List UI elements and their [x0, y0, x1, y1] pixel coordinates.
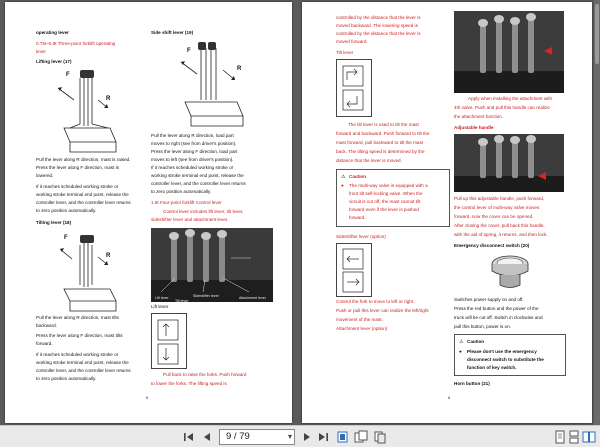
text-line: If it reaches scheduled working stroke or — [36, 352, 119, 357]
text-line: pull this button, power is on. — [454, 324, 511, 329]
text-line: to zero position automatically. — [36, 208, 97, 213]
text-line: forward, now the cover can be opened. — [454, 214, 534, 219]
direction-label-r: R — [106, 253, 111, 259]
tilting-lever-figure — [50, 231, 122, 313]
lift-lever-diagram — [151, 313, 187, 369]
page-indicator: 9 / 79 — [226, 431, 250, 442]
text-line: If it reaches scheduled working stroke or — [151, 165, 234, 170]
caution-line: The multi-way valve is equipped with a — [349, 183, 428, 188]
side-shift-lever-figure — [173, 40, 251, 128]
emergency-switch-photo — [488, 253, 532, 291]
text-line: Push or pull this lever can realize the left/right — [336, 308, 429, 313]
text-line: Switches power supply on and off. — [454, 297, 524, 302]
single-page-view-icon[interactable] — [554, 430, 566, 444]
text-line: moves to left (see from driver's position). — [151, 157, 234, 162]
text-line: controller lever, and the controller lever returns — [151, 181, 246, 186]
caution-box — [454, 334, 566, 376]
photo-label: Tilt lever — [175, 299, 189, 303]
section-heading: 1.8t Four-point forklift Control lever — [151, 200, 222, 205]
text-line: working stroke terminal end point, release the — [151, 173, 244, 178]
text-line: Pull the lever along R direction, mast tilts — [36, 315, 119, 320]
text-line: forward. — [36, 341, 53, 346]
text-line: After closing the cover, pull back this handle, — [454, 223, 545, 228]
warning-icon: ⚠ — [341, 174, 346, 180]
text-line: with the aid of spring, it returns, and then lock. — [454, 232, 548, 237]
text-line: Control the fork to move to left or right. — [336, 299, 415, 304]
text-line: lowered. — [36, 173, 54, 178]
warning-icon: ⚠ — [459, 339, 464, 345]
text-line: backward. — [36, 323, 57, 328]
caption: Sideshifter lever (option) — [336, 234, 386, 239]
text-line: If it reaches scheduled working stroke or — [36, 184, 119, 189]
document-page-5 — [5, 2, 292, 423]
photo-label: Attachment lever — [239, 296, 266, 300]
text-line: movement of the mast. — [336, 317, 383, 322]
text-line: to lower the forks. The lifting speed is — [151, 381, 227, 386]
text-line: lever — [36, 49, 46, 54]
previous-page-button[interactable] — [200, 430, 214, 444]
caution-line: circuit is cut off, the mast cannot tilt — [349, 199, 421, 204]
direction-label-f: F — [66, 72, 70, 78]
text-line: Press the lever along F direction, mast is — [36, 165, 119, 170]
text-line: the attachment function. — [454, 114, 504, 119]
text-line: the control lever of multi-way valve moves — [454, 205, 540, 210]
bullet-icon: ● — [459, 349, 462, 354]
text-line: Press the red button and the power of the — [454, 306, 539, 311]
text-line: operating lever — [36, 30, 69, 35]
direction-label-f: F — [187, 48, 191, 54]
photo-label: Sideshifter lever — [193, 294, 219, 298]
two-page-view-icon[interactable] — [582, 430, 596, 444]
section-heading: Adjustable handle — [454, 125, 494, 130]
caution-line: forward. — [349, 215, 366, 220]
section-heading: Emergency disconnect switch (20) — [454, 243, 530, 248]
last-page-button[interactable] — [316, 430, 330, 444]
text-line: Press the lever along F direction, load part — [151, 149, 238, 154]
text-line: forward and backward. Push forward to tilt the — [336, 131, 430, 136]
direction-label-r: R — [237, 66, 242, 72]
text-line: moved backward. The lowering speed is — [336, 23, 418, 28]
text-line: distance that the lever is moved. — [336, 158, 402, 163]
text-line: Pull the lever along R direction, load part — [151, 133, 234, 138]
fit-width-icon[interactable] — [354, 430, 368, 444]
photo-label: Lift lever — [155, 296, 169, 300]
text-line: controlled by the distance that the lever is — [336, 15, 421, 20]
scrollbar-thumb[interactable] — [595, 4, 599, 64]
caption: Attachment lever (option) — [336, 326, 388, 331]
text-line: controller lever, and the controller lever returns — [36, 368, 131, 373]
text-line: Pull up this adjustable handle, push forward, — [454, 196, 545, 201]
caution-title: Caution — [467, 339, 485, 344]
text-line: moved forward. — [336, 39, 368, 44]
text-line: Control lever includes lift lever, tilt lever, — [163, 209, 244, 214]
page-number: 5 — [146, 395, 149, 400]
attachment-lever-photo — [454, 11, 564, 93]
direction-label-r: R — [106, 96, 111, 102]
vertical-scrollbar[interactable] — [594, 0, 600, 425]
fit-page-icon[interactable] — [336, 430, 350, 444]
text-line: Apply when installing the attachment with — [468, 96, 553, 101]
page-number-input[interactable] — [219, 429, 295, 445]
bullet-icon: ● — [341, 183, 344, 188]
direction-label-f: F — [64, 235, 68, 241]
chevron-down-icon[interactable]: ▾ — [287, 432, 292, 441]
caution-line: forward even if the lever is pushed — [349, 207, 419, 212]
text-line: Pull the lever along R direction, mast is raised. — [36, 157, 131, 162]
caution-title: Caution — [349, 174, 367, 179]
text-line: working stroke terminal end point, release the — [36, 192, 129, 197]
viewer-toolbar — [0, 425, 600, 447]
tilt-lever-diagram — [336, 59, 372, 117]
caution-line: front tilt self-locking valve. When the — [349, 191, 423, 196]
text-line: sideshifter lever and attachment lever. — [151, 217, 229, 222]
document-page-6 — [302, 2, 592, 423]
text-line: to zero position automatically. — [151, 189, 212, 194]
caption: Lift lever — [151, 304, 169, 309]
text-line: Pull back to raise the forks. Push forward — [163, 372, 247, 377]
text-line: moves to right (see from driver's position). — [151, 141, 237, 146]
text-line: The tilt lever is used to tilt the mast — [348, 122, 419, 127]
text-line: to zero position automatically. — [36, 376, 97, 381]
text-line: working stroke terminal end point, release the — [36, 360, 129, 365]
continuous-view-icon[interactable] — [568, 430, 580, 444]
text-line: truck will be cut off. Switch in clockwise and — [454, 315, 543, 320]
section-heading: Lifting lever (17) — [36, 59, 72, 64]
first-page-button[interactable] — [182, 430, 196, 444]
lifting-lever-figure — [50, 68, 122, 154]
text-line: back. The tilting speed is determined by the — [336, 149, 425, 154]
caution-line: disconnect switch to substitute the — [467, 357, 544, 362]
text-line: controller lever, and the controller lever returns — [36, 200, 131, 205]
section-heading: Horn button (21) — [454, 381, 490, 386]
copy-page-icon[interactable] — [373, 430, 387, 444]
caption: Tilt lever — [336, 50, 354, 55]
next-page-button[interactable] — [300, 430, 314, 444]
text-line: controlled by the distance that the lever is — [336, 31, 421, 36]
adjustable-handle-photo — [454, 134, 564, 192]
text-line: 4th valve. Push and pull this handle can realize — [454, 105, 550, 110]
text-line: mast forward, pull backward to tilt the mast — [336, 140, 424, 145]
section-heading: Tilting lever (18) — [36, 220, 72, 225]
section-heading: Side shift lever (19) — [151, 30, 194, 35]
text-line: Press the lever along F direction, mast tilts — [36, 333, 123, 338]
page-number: 6 — [448, 395, 451, 400]
caution-line: Please don't use the emergency — [467, 349, 537, 354]
control-levers-photo — [151, 228, 273, 302]
text-line: 0.75t~0.9t Three-point forklift operating — [36, 41, 116, 46]
caution-box — [336, 169, 450, 227]
sideshifter-lever-diagram — [336, 243, 372, 297]
caution-line: function of key switch. — [467, 365, 517, 370]
